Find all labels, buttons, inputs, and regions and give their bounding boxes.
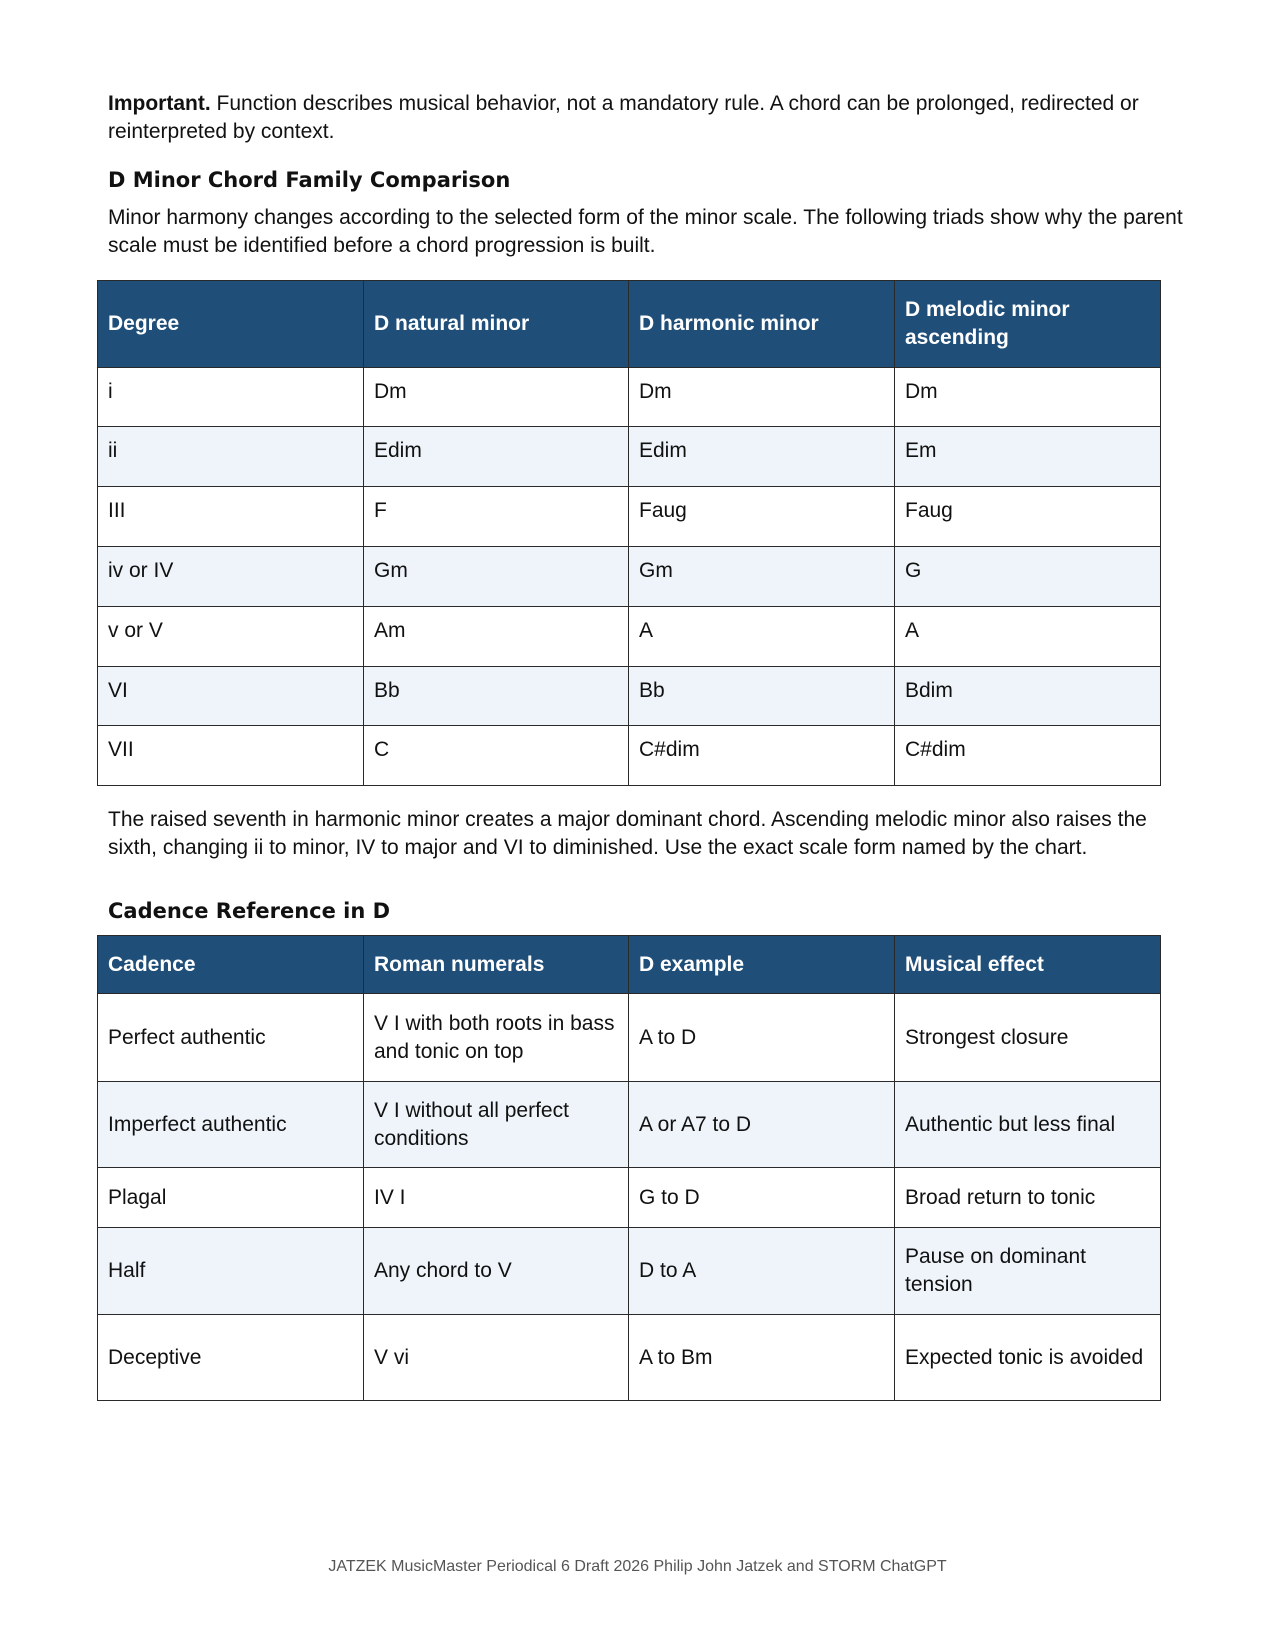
table-cell: Dm xyxy=(895,368,1161,427)
table-cell: D to A xyxy=(629,1228,895,1315)
table-cell: iv or IV xyxy=(98,547,364,607)
section-heading-cadence: Cadence Reference in D xyxy=(108,899,391,923)
table-cell: V I without all perfect conditions xyxy=(364,1082,629,1168)
table-cell: IV I xyxy=(364,1168,629,1228)
table-cell: Bdim xyxy=(895,667,1161,726)
table-row xyxy=(98,607,1161,667)
table-cell: Am xyxy=(364,607,629,667)
table-row xyxy=(98,726,1161,786)
table-cell: G xyxy=(895,547,1161,607)
table-cell: A xyxy=(629,607,895,667)
table-row xyxy=(98,487,1161,547)
table-cell: VI xyxy=(98,667,364,726)
header-cell: Roman numerals xyxy=(364,936,629,994)
section-heading-chord-family: D Minor Chord Family Comparison xyxy=(108,168,511,192)
table-row xyxy=(98,368,1161,427)
header-cell: D natural minor xyxy=(364,281,629,368)
important-note xyxy=(108,90,1183,146)
table-cell: Bb xyxy=(364,667,629,726)
cadence-table xyxy=(97,935,1161,1401)
table-row xyxy=(98,427,1161,487)
table-cell: Expected tonic is avoided xyxy=(895,1315,1161,1401)
table-cell: A xyxy=(895,607,1161,667)
table-cell: III xyxy=(98,487,364,547)
table-cell: Gm xyxy=(629,547,895,607)
table-row xyxy=(98,547,1161,607)
table-cell: F xyxy=(364,487,629,547)
chord-family-explanation: The raised seventh in harmonic minor creates a major dominant chord. Ascending melodic minor also raises the sixth, changing ii to minor, IV to major and VI to diminished. Use the exact scale form named by the chart. xyxy=(108,808,1147,859)
table-cell: Em xyxy=(895,427,1161,487)
table-cell: Dm xyxy=(629,368,895,427)
table-cell: A to D xyxy=(629,994,895,1082)
table-cell: Imperfect authentic xyxy=(98,1082,364,1168)
important-text: Function describes musical behavior, not a mandatory rule. A chord can be prolonged, redirected or reinterpreted by context. xyxy=(108,92,1139,143)
table-cell: A or A7 to D xyxy=(629,1082,895,1168)
table-cell: A to Bm xyxy=(629,1315,895,1401)
table-cell: ii xyxy=(98,427,364,487)
chord-family-table xyxy=(97,280,1161,786)
header-cell: Musical effect xyxy=(895,936,1161,994)
table-cell: Edim xyxy=(629,427,895,487)
table-cell: Pause on dominant tension xyxy=(895,1228,1161,1315)
table-cell: Faug xyxy=(629,487,895,547)
chord-table-header-row xyxy=(98,281,1161,368)
table-cell: Authentic but less final xyxy=(895,1082,1161,1168)
cadence-table-header-row xyxy=(98,936,1161,994)
table-cell: C#dim xyxy=(629,726,895,786)
table-cell: Strongest closure xyxy=(895,994,1161,1082)
table-row xyxy=(98,1168,1161,1228)
page-footer: JATZEK MusicMaster Periodical 6 Draft 2026 Philip John Jatzek and STORM ChatGPT xyxy=(328,1558,947,1575)
table-cell: V vi xyxy=(364,1315,629,1401)
table-cell: V I with both roots in bass and tonic on top xyxy=(364,994,629,1082)
table-cell: C#dim xyxy=(895,726,1161,786)
table-cell: Bb xyxy=(629,667,895,726)
table-cell: v or V xyxy=(98,607,364,667)
table-cell: Broad return to tonic xyxy=(895,1168,1161,1228)
table-cell: Deceptive xyxy=(98,1315,364,1401)
table-row xyxy=(98,994,1161,1082)
table-cell: Dm xyxy=(364,368,629,427)
table-row xyxy=(98,1082,1161,1168)
table-cell: Edim xyxy=(364,427,629,487)
table-cell: Perfect authentic xyxy=(98,994,364,1082)
header-cell: Degree xyxy=(98,281,364,368)
table-cell: G to D xyxy=(629,1168,895,1228)
header-cell: D harmonic minor xyxy=(629,281,895,368)
header-cell: D melodic minor ascending xyxy=(895,281,1161,368)
table-cell: VII xyxy=(98,726,364,786)
table-cell: Any chord to V xyxy=(364,1228,629,1315)
chord-family-intro: Minor harmony changes according to the selected form of the minor scale. The following triads show why the parent scale must be identified before a chord progression is built. xyxy=(108,206,1183,257)
table-row xyxy=(98,1228,1161,1315)
table-cell: i xyxy=(98,368,364,427)
table-cell: Plagal xyxy=(98,1168,364,1228)
table-cell: Half xyxy=(98,1228,364,1315)
table-row xyxy=(98,667,1161,726)
table-cell: Gm xyxy=(364,547,629,607)
header-cell: D example xyxy=(629,936,895,994)
table-row xyxy=(98,1315,1161,1401)
table-cell: C xyxy=(364,726,629,786)
table-cell: Faug xyxy=(895,487,1161,547)
important-label: Important. xyxy=(108,92,211,115)
header-cell: Cadence xyxy=(98,936,364,994)
